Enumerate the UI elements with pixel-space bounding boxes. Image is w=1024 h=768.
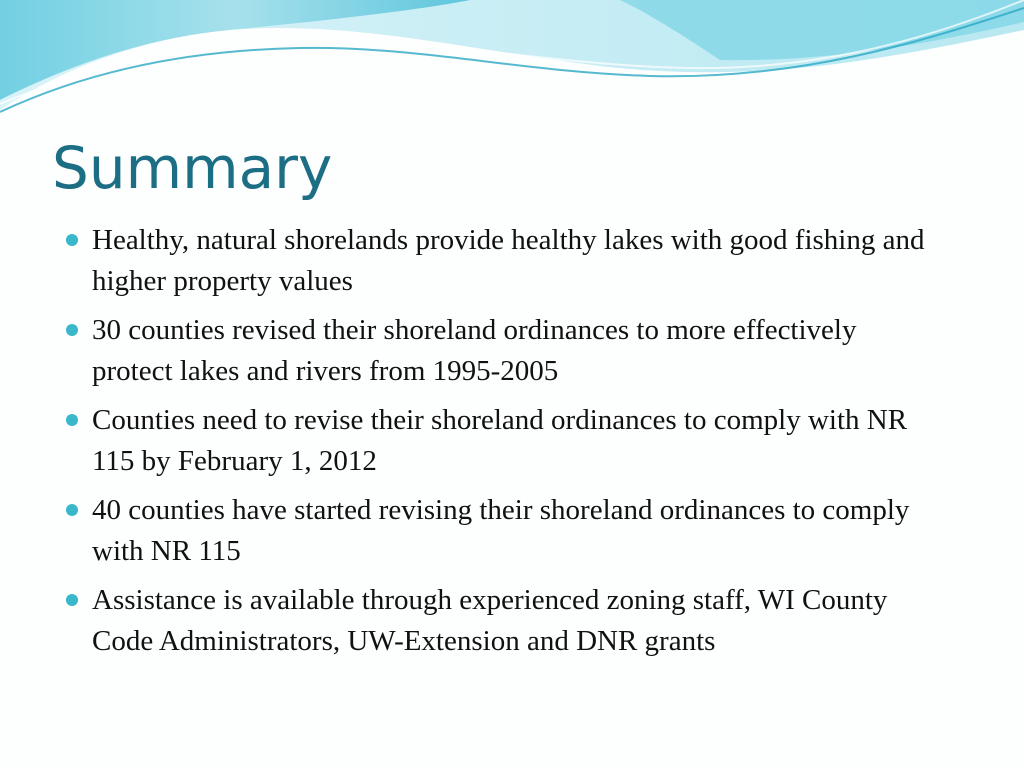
list-item bbox=[64, 490, 944, 572]
list-item bbox=[64, 220, 944, 302]
bullet-dot-icon bbox=[66, 234, 78, 246]
bullet-text: Assistance is available through experienced zoning staff, WI County Code Administrators, UW-Extension and DNR grants bbox=[92, 584, 888, 657]
bullet-dot-icon bbox=[66, 504, 78, 516]
bullet-dot-icon bbox=[66, 324, 78, 336]
bullet-text: 40 counties have started revising their shoreland ordinances to comply with NR 115 bbox=[92, 494, 910, 567]
bullet-text: 30 counties revised their shoreland ordinances to more effectively protect lakes and rivers from 1995-2005 bbox=[92, 314, 857, 387]
list-item bbox=[64, 310, 944, 392]
slide-title: Summary bbox=[52, 134, 333, 202]
list-item bbox=[64, 580, 944, 662]
bullet-text: Counties need to revise their shoreland ordinances to comply with NR 115 by February 1, 2012 bbox=[92, 404, 908, 477]
bullet-list bbox=[64, 220, 944, 670]
bullet-text: Healthy, natural shorelands provide healthy lakes with good fishing and higher property values bbox=[92, 224, 925, 297]
decorative-wave-header bbox=[0, 0, 1024, 120]
list-item bbox=[64, 400, 944, 482]
bullet-dot-icon bbox=[66, 414, 78, 426]
bullet-dot-icon bbox=[66, 594, 78, 606]
